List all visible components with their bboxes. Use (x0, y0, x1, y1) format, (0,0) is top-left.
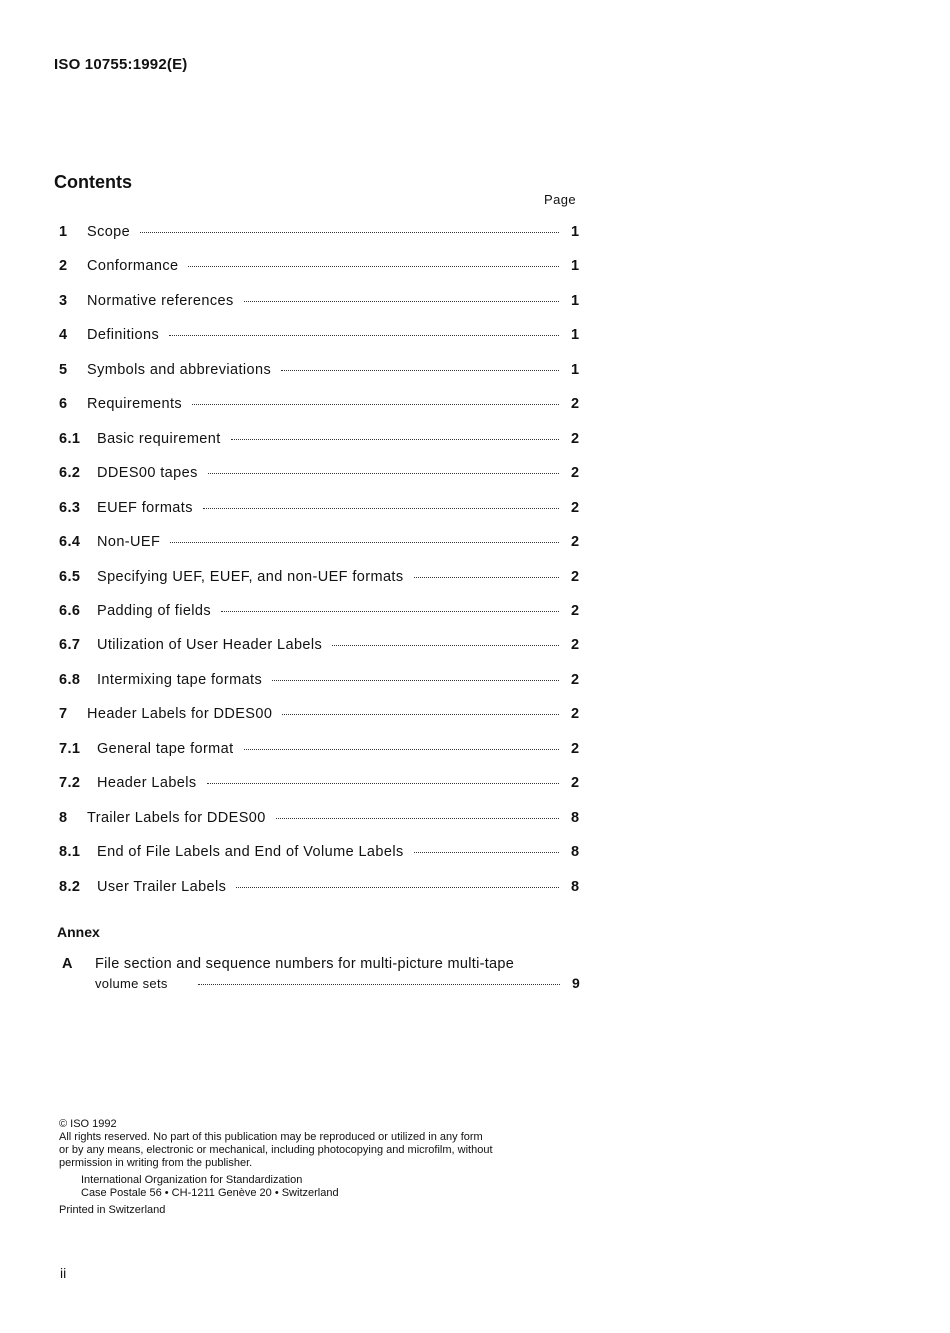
toc-entry[interactable] (59, 637, 579, 661)
toc-entry[interactable] (59, 810, 579, 834)
toc-entry[interactable] (59, 258, 579, 282)
toc-entry-page: 1 (571, 361, 580, 378)
toc-entry-title: Utilization of User Header Labels (97, 637, 323, 654)
toc-entry-title: DDES00 tapes (97, 465, 198, 482)
dot-leader (236, 887, 559, 888)
copyright-line: © ISO 1992 (59, 1118, 117, 1130)
printed-in: Printed in Switzerland (59, 1204, 166, 1216)
toc-entry-title: Header Labels (97, 775, 197, 792)
dot-leader (414, 852, 559, 853)
dot-leader (169, 335, 559, 336)
toc-entry[interactable] (59, 293, 579, 317)
toc-entry-title: Conformance (87, 258, 179, 275)
toc-entry-page: 2 (571, 637, 580, 654)
toc-entry-number: 6.3 (59, 499, 81, 516)
dot-leader (231, 439, 559, 440)
dot-leader (414, 577, 559, 578)
toc-entry-page: 2 (571, 602, 580, 619)
toc-entry-page: 2 (571, 671, 580, 688)
dot-leader (272, 680, 559, 681)
contents-title: Contents (54, 172, 132, 192)
toc-entry-number: 3 (59, 292, 68, 309)
toc-entry-title-line1: File section and sequence numbers for multi-picture multi-tape (95, 956, 515, 972)
toc-entry-number: 6 (59, 396, 68, 413)
toc-entry-number: 8.1 (59, 844, 81, 861)
toc-entry-page: 1 (571, 224, 580, 240)
toc-entry-page: 1 (571, 258, 580, 275)
toc-entry-title: User Trailer Labels (97, 878, 227, 895)
toc-entry-title: Requirements (87, 396, 183, 413)
toc-entry[interactable] (59, 534, 579, 558)
toc-entry-title: Basic requirement (97, 430, 221, 447)
toc-entry-number: 6.1 (59, 430, 81, 447)
copyright-notice (59, 1118, 589, 1217)
toc-entry[interactable] (59, 569, 579, 593)
toc-entry-number: 8 (59, 809, 68, 826)
toc-entry-title: Intermixing tape formats (97, 671, 263, 688)
toc-entry[interactable] (59, 327, 579, 351)
toc-entry-page: 2 (571, 740, 580, 757)
org-address: Case Postale 56 • CH-1211 Genève 20 • Switzerland (81, 1187, 339, 1199)
toc-entry-page: 2 (571, 568, 580, 585)
dot-leader (208, 473, 559, 474)
toc-entry-title: Scope (87, 224, 131, 240)
toc-entry[interactable] (59, 879, 579, 903)
toc-entry-page: 2 (571, 430, 580, 447)
toc-entry-title: Normative references (87, 292, 234, 309)
rights-line: All rights reserved. No part of this publication may be reproduced or utilized in any form (59, 1131, 483, 1143)
toc-entry[interactable] (59, 500, 579, 524)
toc-entry-number: 6.5 (59, 568, 81, 585)
toc-entry-title: Symbols and abbreviations (87, 361, 272, 378)
toc-entry[interactable] (59, 465, 579, 489)
toc-entry-number: 2 (59, 258, 68, 275)
document-id: ISO 10755:1992(E) (54, 56, 188, 73)
toc-entry-number: 1 (59, 224, 68, 240)
toc-entry-page: 8 (571, 878, 580, 895)
toc-entry-title: End of File Labels and End of Volume Labels (97, 844, 404, 861)
rights-line: permission in writing from the publisher. (59, 1157, 253, 1169)
toc-entry-page: 2 (571, 499, 580, 516)
rights-line: or by any means, electronic or mechanical, including photocopying and microfilm, without (59, 1144, 493, 1156)
dot-leader (170, 542, 559, 543)
dot-leader (188, 266, 559, 267)
toc-entry-title: Definitions (87, 327, 160, 344)
toc-entry-page: 2 (571, 396, 580, 413)
dot-leader (203, 508, 559, 509)
toc-entry-title: EUEF formats (97, 499, 193, 516)
toc-entry[interactable] (59, 224, 579, 248)
annex-heading: Annex (57, 924, 100, 940)
toc-entry[interactable] (59, 396, 579, 420)
dot-leader (207, 783, 559, 784)
dot-leader (281, 370, 559, 371)
toc-entry-page: 9 (572, 975, 581, 991)
toc-entry-page: 8 (571, 844, 580, 861)
toc-entry[interactable] (59, 706, 579, 730)
toc-entry-title: Padding of fields (97, 602, 212, 619)
toc-entry-number: 6.7 (59, 637, 81, 654)
dot-leader (192, 404, 559, 405)
toc-entry-page: 2 (571, 465, 580, 482)
toc-entry-number: 7.2 (59, 775, 81, 792)
org-name: International Organization for Standardization (81, 1174, 303, 1186)
dot-leader (282, 714, 559, 715)
toc-entry-number: 6.2 (59, 465, 81, 482)
toc-entry-title: Trailer Labels for DDES00 (87, 809, 266, 826)
dot-leader (221, 611, 559, 612)
toc-entry-number: 8.2 (59, 878, 81, 895)
toc-entry-page: 8 (571, 809, 580, 826)
toc-entry-number: 4 (59, 327, 68, 344)
toc-entry-number: 6.8 (59, 671, 81, 688)
dot-leader (244, 749, 559, 750)
toc-entry[interactable] (59, 672, 579, 696)
page-folio: ii (60, 1265, 67, 1281)
dot-leader (276, 818, 559, 819)
toc-entry-number: 5 (59, 361, 68, 378)
toc-entry-title: Specifying UEF, EUEF, and non-UEF formats (97, 568, 404, 585)
dot-leader (140, 232, 559, 233)
page-column-heading: Page (544, 192, 576, 207)
toc-entry[interactable] (59, 603, 579, 627)
toc-entry[interactable] (59, 431, 579, 455)
toc-entry[interactable] (59, 775, 579, 799)
dot-leader (244, 301, 559, 302)
toc-entry-page: 2 (571, 775, 580, 792)
toc-entry-title-line2: volume sets (95, 976, 168, 991)
toc-entry-number: A (62, 956, 73, 972)
toc-entry-page: 2 (571, 534, 580, 551)
toc-entry-number: 7.1 (59, 740, 81, 757)
toc-entry-title: Non-UEF (97, 534, 161, 551)
toc-entry[interactable] (59, 844, 579, 868)
dot-leader (332, 645, 559, 646)
toc-entry-number: 7 (59, 706, 68, 723)
dot-leader (198, 984, 560, 985)
toc-entry-page: 1 (571, 327, 580, 344)
toc-entry[interactable] (59, 741, 579, 765)
toc-entry-title: Header Labels for DDES00 (87, 706, 273, 723)
toc-entry[interactable] (59, 362, 579, 386)
toc-entry-page: 1 (571, 292, 580, 309)
toc-entry-number: 6.6 (59, 602, 81, 619)
toc-entry-title: General tape format (97, 740, 234, 757)
toc-entry-page: 2 (571, 706, 580, 723)
toc-entry-number: 6.4 (59, 534, 81, 551)
